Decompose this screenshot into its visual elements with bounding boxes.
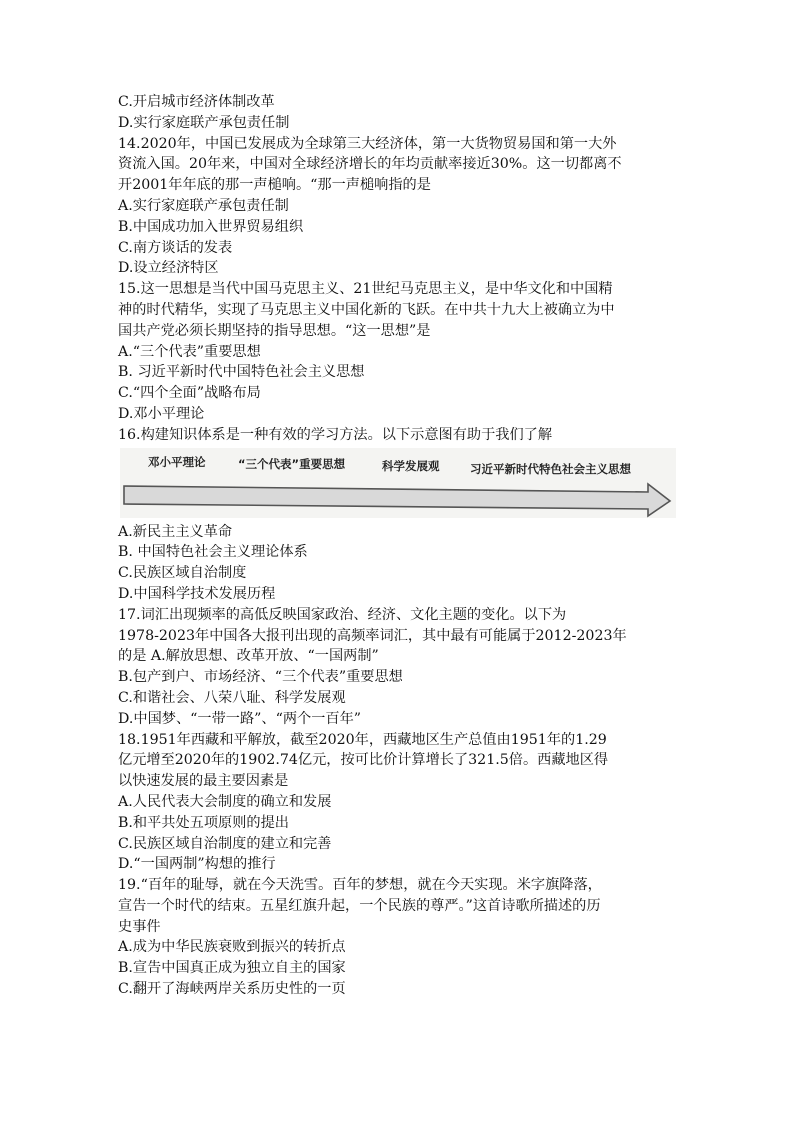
option-a: A.成为中华民族衰败到振兴的转折点 <box>118 939 346 956</box>
diagram-label-xi-thought: 习近平新时代特色社会主义思想 <box>470 461 631 476</box>
question-16-line: 16.构建知识体系是一种有效的学习方法。以下示意图有助于我们了解 <box>118 426 553 443</box>
text-block-after <box>118 522 678 1000</box>
option-c: C.民族区域自治制度 <box>118 565 247 582</box>
theory-timeline-diagram <box>120 448 676 518</box>
text-line: 史事件 <box>118 918 161 935</box>
option-c: C.和谐社会、八荣八耻、科学发展观 <box>118 689 346 706</box>
option-b: B.和平共处五项原则的提出 <box>118 814 289 831</box>
option-c: C.南方谈话的发表 <box>118 239 233 256</box>
text-line: 国共产党必须长期坚持的指导思想。“这一思想”是 <box>118 322 431 339</box>
option-a: A.实行家庭联产承包责任制 <box>118 197 289 214</box>
option-b: B. 习近平新时代中国特色社会主义思想 <box>118 364 365 381</box>
question-18-line: 18.1951年西藏和平解放，截至2020年，西藏地区生产总值由1951年的1.29 <box>118 731 607 748</box>
option-a: 的是 A.解放思想、改革开放、“一国两制” <box>118 648 379 665</box>
option-a: A.人民代表大会制度的确立和发展 <box>118 793 332 810</box>
option-b: B. 中国特色社会主义理论体系 <box>118 544 308 561</box>
exam-page <box>118 92 678 1000</box>
option-c: C.民族区域自治制度的建立和完善 <box>118 835 332 852</box>
question-19-line: 19.“百年的耻辱，就在今天洗雪。百年的梦想，就在今天实现。米字旗降落， <box>118 877 602 894</box>
option-d: D.设立经济特区 <box>118 260 219 277</box>
text-line: 1978-2023年中国各大报刊出现的高频率词汇，其中最有可能属于2012-2023年 <box>118 627 627 644</box>
option-d: D.邓小平理论 <box>118 405 205 422</box>
option-d: D.中国梦、“一带一路”、“两个一百年” <box>118 710 362 727</box>
option-b: B.宣告中国真正成为独立自主的国家 <box>118 960 346 977</box>
option-b: B.包产到户、市场经济、“三个代表”重要思想 <box>118 669 403 686</box>
text-line: 开2001年年底的那一声槌响。“那一声槌响指的是 <box>118 177 431 194</box>
text-line: C.开启城市经济体制改革 <box>118 94 275 110</box>
option-b: B.中国成功加入世界贸易组织 <box>118 218 304 235</box>
option-c: C.“四个全面”战略布局 <box>118 385 261 402</box>
text-line: 神的时代精华，实现了马克思主义中国化新的飞跃。在中共十九大上被确立为中 <box>118 301 615 318</box>
diagram-label-scientific-development: 科学发展观 <box>382 458 440 473</box>
text-line: 资流入国。20年来，中国对全球经济增长的年均贡献率接近30%。这一切都离不 <box>118 156 622 173</box>
question-17-line: 17.词汇出现频率的高低反映国家政治、经济、文化主题的变化。以下为 <box>118 606 567 623</box>
question-15-line: 15.这一思想是当代中国马克思主义、21世纪马克思主义，是中华文化和中国精 <box>118 281 613 298</box>
option-a: A.“三个代表”重要思想 <box>118 343 261 360</box>
diagram-label-deng: 邓小平理论 <box>148 454 206 469</box>
text-line: D.实行家庭联产承包责任制 <box>118 114 290 131</box>
text-line: 以快速发展的最主要因素是 <box>118 773 289 790</box>
option-d: D.中国科学技术发展历程 <box>118 585 276 602</box>
option-a: A.新民主主义革命 <box>118 523 233 540</box>
option-d: D.“一国两制”构想的推行 <box>118 856 276 873</box>
text-line: 宣告一个时代的结束。五星红旗升起，一个民族的尊严。”这首诗歌所描述的历 <box>118 897 601 914</box>
text-line: 亿元增至2020年的1902.74亿元，按可比价计算增长了321.5倍。西藏地区得 <box>118 752 609 769</box>
diagram-label-three-represents: “三个代表”重要思想 <box>238 456 346 471</box>
question-14-line: 14.2020年，中国已发展成为全球第三大经济体，第一大货物贸易国和第一大外 <box>118 135 617 152</box>
text-block-before <box>118 92 678 446</box>
option-c: C.翻开了海峡两岸关系历史性的一页 <box>118 981 346 998</box>
